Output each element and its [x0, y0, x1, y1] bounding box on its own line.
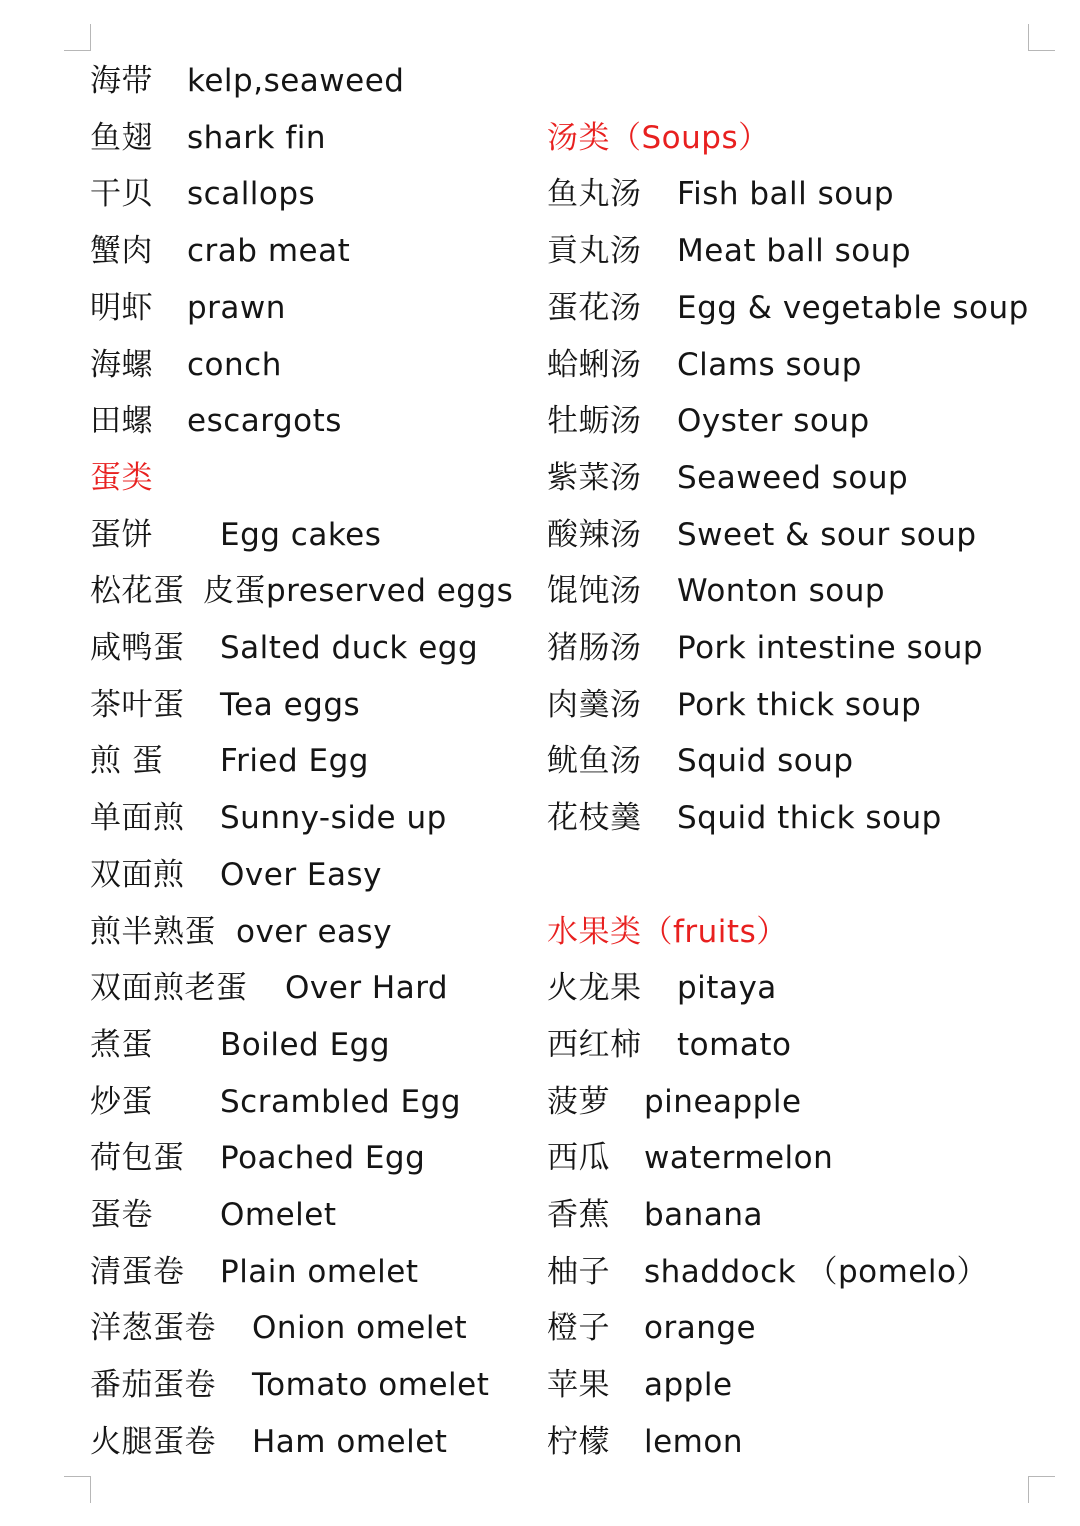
page-corner-mark [64, 24, 91, 51]
english-term: scallops [187, 176, 316, 213]
chinese-term: 咸鸭蛋 [90, 630, 185, 666]
english-term: Plain omelet [220, 1253, 419, 1290]
chinese-term: 鱼丸汤 [547, 176, 642, 213]
english-term: Ham omelet [252, 1423, 448, 1460]
chinese-term: 海螺 [90, 346, 153, 383]
english-term: Sweet & sour soup [677, 516, 977, 553]
english-term: Over Easy [220, 856, 382, 893]
chinese-term: 馄饨汤 [547, 573, 642, 610]
english-term: escargots [187, 403, 342, 440]
english-term: apple [644, 1367, 733, 1404]
chinese-term: 酸辣汤 [547, 516, 642, 553]
chinese-term: 煎半熟蛋 [90, 913, 216, 950]
chinese-term: 橙子 [547, 1310, 610, 1347]
english-term: Over Hard [285, 970, 449, 1007]
english-term: prawn [187, 289, 286, 326]
chinese-term: 茶叶蛋 [90, 686, 185, 723]
chinese-term: 火腿蛋卷 [90, 1423, 216, 1460]
chinese-term: 花枝羹 [547, 800, 642, 837]
english-term: shaddock （pomelo） [644, 1253, 988, 1290]
chinese-term: 鱼翅 [90, 119, 153, 156]
soups-section-heading: 汤类（Soups） [547, 119, 770, 156]
chinese-term: 鱿鱼汤 [547, 743, 642, 780]
page-corner-mark [64, 1476, 91, 1503]
chinese-term: 紫菜汤 [547, 459, 642, 496]
chinese-term: 煎 蛋 [90, 743, 164, 780]
english-term: Egg cakes [220, 516, 382, 553]
english-term: over easy [236, 913, 393, 950]
english-term: pitaya [677, 970, 777, 1007]
english-term: Clams soup [677, 346, 862, 383]
chinese-term: 蛋饼 [90, 516, 153, 553]
english-term: Egg & vegetable soup [677, 289, 1029, 326]
eggs-section-heading: 蛋类 [90, 459, 153, 496]
english-term: tomato [677, 1026, 792, 1063]
english-term: Scrambled Egg [220, 1083, 461, 1120]
chinese-term: 干贝 [90, 176, 153, 213]
english-term: Onion omelet [252, 1310, 468, 1347]
chinese-term: 田螺 [90, 403, 153, 440]
chinese-term: 蟹肉 [90, 233, 153, 270]
chinese-term: 清蛋卷 [90, 1253, 185, 1290]
english-term: kelp,seaweed [187, 63, 405, 99]
chinese-term: 蛋花汤 [547, 289, 642, 326]
chinese-term: 明虾 [90, 289, 153, 326]
page-corner-mark [1028, 1476, 1055, 1503]
english-term: Pork intestine soup [677, 630, 984, 666]
english-term: Salted duck egg [220, 630, 479, 666]
chinese-term: 苹果 [547, 1367, 610, 1404]
english-term: Wonton soup [677, 573, 886, 610]
chinese-term: 双面煎 [90, 856, 185, 893]
page-corner-mark [1028, 24, 1055, 51]
chinese-term: 番茄蛋卷 [90, 1367, 216, 1404]
english-term: conch [187, 346, 282, 383]
english-term: Boiled Egg [220, 1026, 391, 1063]
english-term: Fish ball soup [677, 176, 895, 213]
english-term: Omelet [220, 1197, 337, 1233]
chinese-term: 猪肠汤 [547, 630, 642, 666]
chinese-term: 蛤蜊汤 [547, 346, 642, 383]
english-term: lemon [644, 1423, 743, 1460]
chinese-term: 单面煎 [90, 800, 185, 837]
english-term: Sunny-side up [220, 800, 447, 837]
chinese-term: 香蕉 [547, 1197, 610, 1233]
chinese-term: 双面煎老蛋 [90, 970, 248, 1007]
chinese-term: 柚子 [547, 1253, 610, 1290]
english-term: banana [644, 1197, 763, 1233]
chinese-term: 洋葱蛋卷 [90, 1310, 216, 1347]
chinese-term: 肉羹汤 [547, 686, 642, 723]
english-term: Poached Egg [220, 1140, 426, 1177]
english-term: Squid soup [677, 743, 854, 780]
chinese-term: 西瓜 [547, 1140, 610, 1177]
chinese-term: 蛋卷 [90, 1197, 153, 1233]
chinese-term: 西红柿 [547, 1026, 642, 1063]
chinese-term: 炒蛋 [90, 1083, 153, 1120]
english-term: orange [644, 1310, 757, 1347]
english-term: crab meat [187, 233, 351, 270]
chinese-term: 柠檬 [547, 1423, 610, 1460]
english-term: Seaweed soup [677, 459, 909, 496]
english-term: watermelon [644, 1140, 834, 1177]
english-term: Oyster soup [677, 403, 870, 440]
english-term: shark fin [187, 119, 327, 156]
english-term: Squid thick soup [677, 800, 942, 837]
english-term: Tea eggs [220, 686, 361, 723]
fruits-section-heading: 水果类（fruits） [547, 913, 788, 950]
chinese-term: 菠萝 [547, 1083, 610, 1120]
english-term: pineapple [644, 1083, 802, 1120]
chinese-term: 荷包蛋 [90, 1140, 185, 1177]
english-term: 皮蛋preserved eggs [203, 573, 514, 610]
english-term: Fried Egg [220, 743, 369, 780]
chinese-term: 海带 [90, 63, 153, 99]
chinese-term: 松花蛋 [90, 573, 185, 610]
english-term: Meat ball soup [677, 233, 912, 270]
chinese-term: 貢丸汤 [547, 233, 642, 270]
english-term: Tomato omelet [252, 1367, 490, 1404]
chinese-term: 火龙果 [547, 970, 642, 1007]
english-term: Pork thick soup [677, 686, 922, 723]
chinese-term: 煮蛋 [90, 1026, 153, 1063]
chinese-term: 牡蛎汤 [547, 403, 642, 440]
